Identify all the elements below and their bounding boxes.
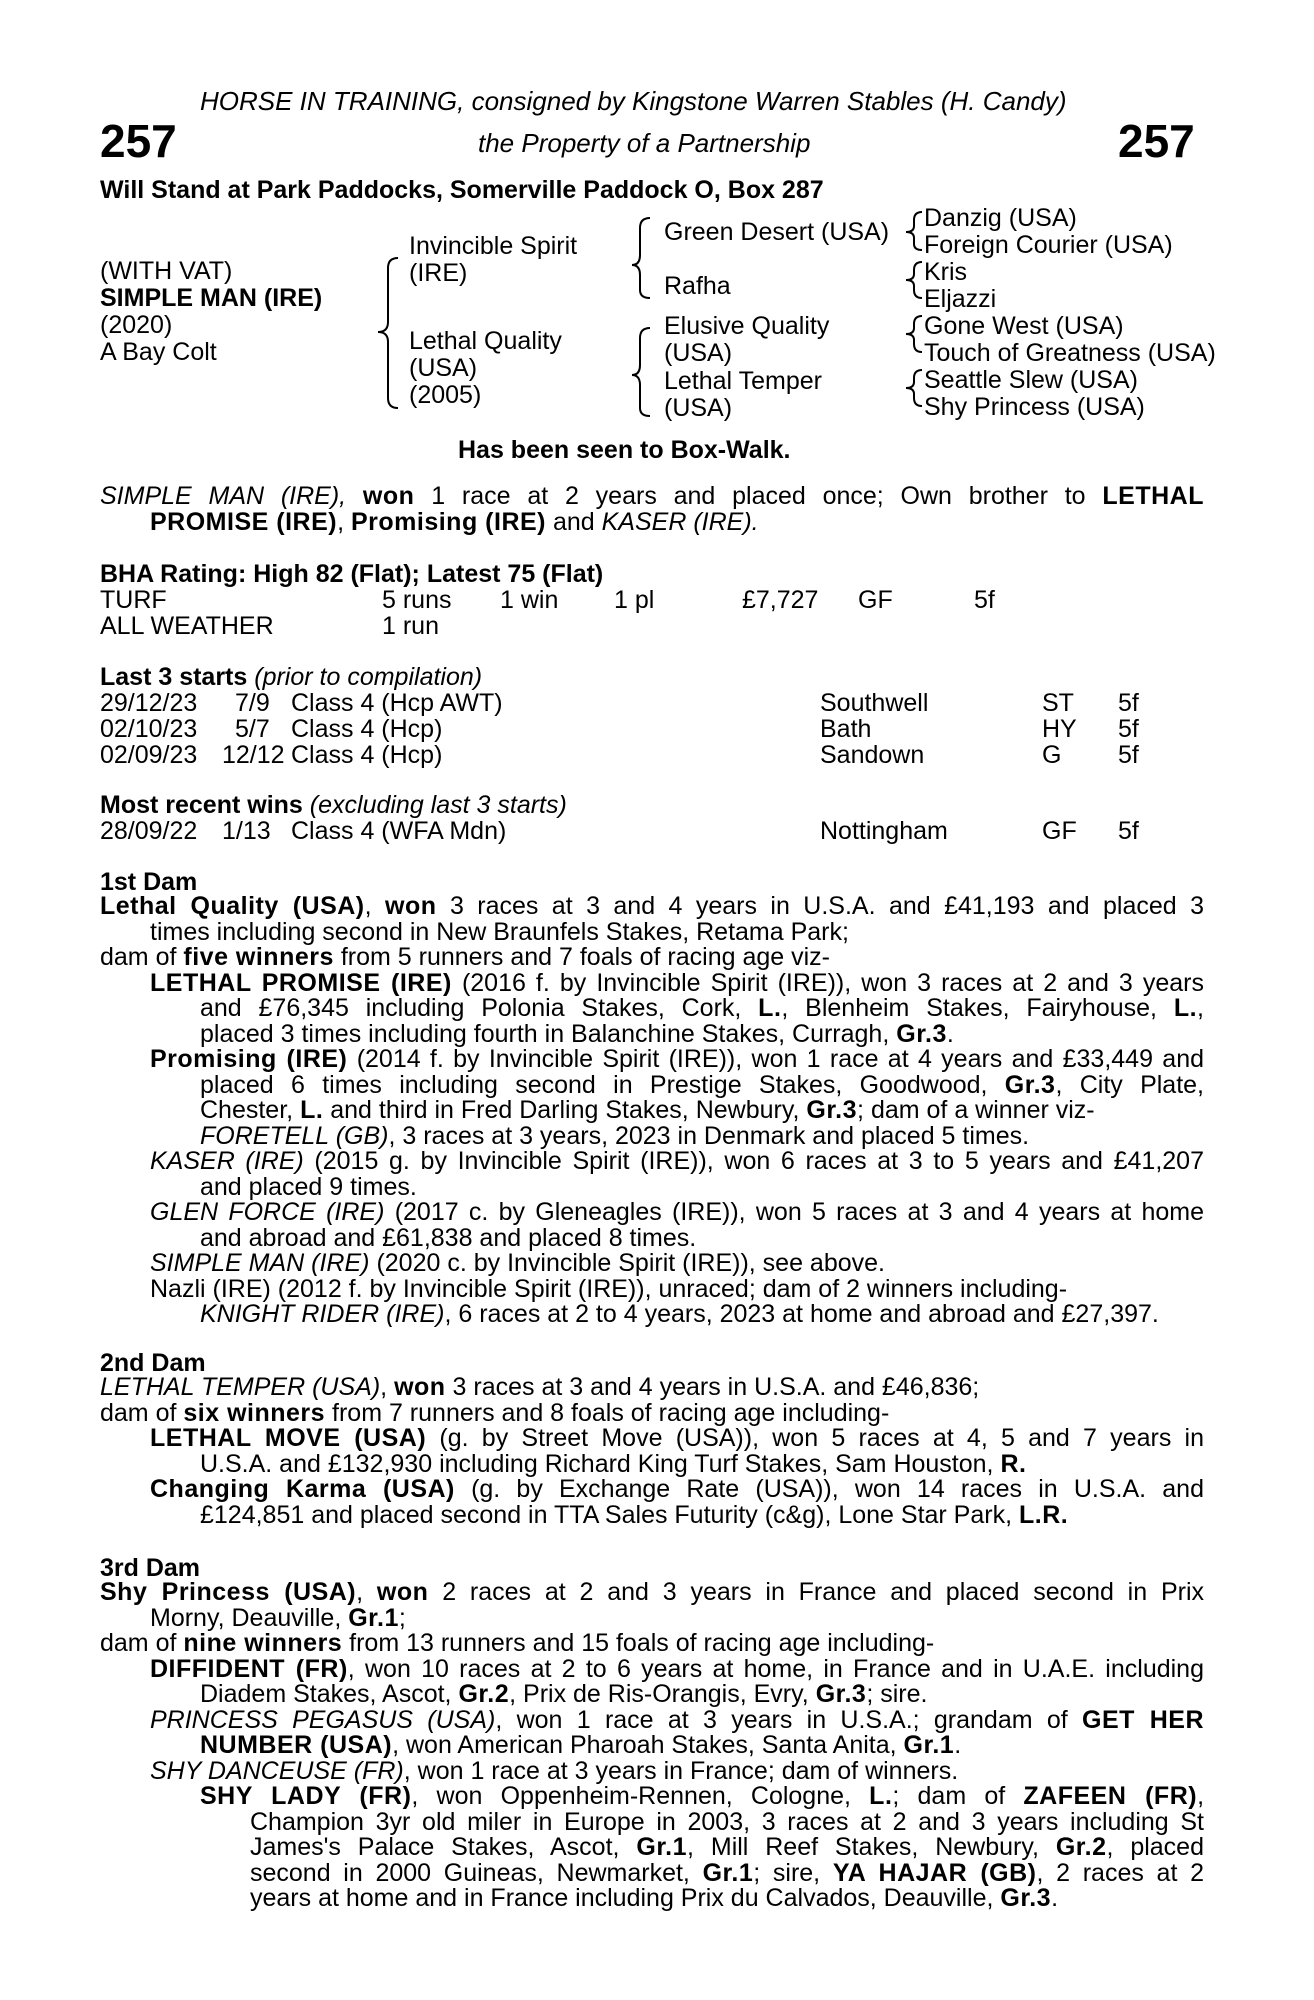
summary-brother-1b: PROMISE (IRE) [150, 507, 338, 536]
recent-wins-heading [100, 792, 567, 818]
dam1-grandfoal-foretell: FORETELL (GB) [200, 1121, 389, 1150]
summary-brother-3: KASER (IRE). [601, 507, 759, 536]
last3-heading [100, 664, 482, 690]
brace-dam [632, 328, 650, 416]
brace-g78 [906, 370, 922, 406]
last3-row-3-date: 02/09/23 [100, 741, 198, 769]
grandsire-3: Gone West (USA) [924, 312, 1124, 340]
dam1-foal-nazli: Nazli (IRE) (2012 f. by Invincible Spirit (IRE)), unraced; dam of 2 winners including- [150, 1274, 1068, 1303]
lot-number-left: 257 [100, 115, 177, 167]
sire-sire: Green Desert (USA) [664, 218, 890, 246]
last3-row-3-race: Class 4 (Hcp) [291, 741, 443, 769]
last3-row-1-course: Southwell [820, 689, 929, 717]
last3-row-3-course: Sandown [820, 741, 925, 769]
rating-turf-runs: 5 runs [382, 586, 452, 614]
grandsire-4: Seattle Slew (USA) [924, 366, 1138, 394]
dam3-body: Shy Princess (USA), won 2 races at 2 and 3 years in France and placed second in Prix Morny, Deauville, Gr.1; dam of nine winners from 13 runners and 15 foals of racing age including- DIFFIDENT (FR), won 10 races at 2 to 6 years at home, in France and in U.A.E. including Diadem Stakes, Ascot, Gr.2, Prix de Ris-Orangis, Evry, Gr.3; sire. PRINCESS PEGASUS (USA), won 1 race at 3 years in U.S.A.; grandam of GET HER NUMBER (USA), won American Pharoah Stakes, Santa Anita, Gr.1. SHY DANCEUSE (FR), won 1 race at 3 years in France; dam of winners. SHY LADY (FR), won Oppenheim-Rennen, Cologne, L.; dam of ZAFEEN (FR), Champion 3yr old miler in Europe in 2003, 3 races at 2 and 3 years including St James's Palace Stakes, Ascot, Gr.1, Mill Reef Stakes, Newbury, Gr.2, placed second in 2000 Guineas, Newmarket, Gr.1; sire, YA HAJAR (GB), 2 races at 2 years at home and in France including Prix du Calvados, Deauville, Gr.3. [100, 1578, 1205, 1912]
summary-comma: , [337, 507, 345, 536]
summary-text: 1 race at 2 years and placed once; Own brother to [431, 482, 1086, 510]
dam3-ya-hajar: YA HAJAR (GB) [832, 1858, 1037, 1887]
summary-paragraph [100, 484, 1204, 535]
last3-row-2-date: 02/10/23 [100, 715, 198, 743]
last3-row-2-going: HY [1042, 715, 1077, 743]
last3-title: Last 3 starts [100, 663, 248, 691]
bha-rating: BHA Rating: High 82 (Flat); Latest 75 (Flat) [100, 560, 604, 588]
recent-win-course: Nottingham [820, 817, 948, 845]
consignment-line: HORSE IN TRAINING, consigned by Kingstone Warren Stables (H. Candy) [200, 86, 1067, 116]
recent-win-race: Class 4 (WFA Mdn) [291, 817, 507, 845]
recent-win-date: 28/09/22 [100, 817, 198, 845]
last3-row-2-course: Bath [820, 715, 872, 743]
rating-turf-wins: 1 win [500, 586, 559, 614]
dam1-foal-kaser: KASER (IRE) [150, 1147, 304, 1175]
dam3-foal-princess-pegasus: PRINCESS PEGASUS (USA) [150, 1705, 496, 1734]
granddam-4: Shy Princess (USA) [924, 393, 1145, 421]
brace-sire [632, 218, 650, 298]
brace-g12 [906, 212, 922, 250]
last3-row-3-dist: 5f [1118, 741, 1139, 769]
grandsire-1: Danzig (USA) [924, 204, 1077, 232]
summary-and: and [552, 507, 595, 536]
rating-turf-placed: 1 pl [614, 586, 655, 614]
summary-horse: SIMPLE MAN (IRE), [100, 482, 347, 510]
last3-row-1-going: ST [1042, 689, 1074, 717]
recent-win-pos: 1/13 [222, 817, 271, 845]
grandsire-2: Kris [924, 258, 968, 286]
dam1-won: won [385, 892, 437, 920]
dam-dam-name: Lethal Temper [664, 367, 822, 395]
dam3-foal-shy-danceuse: SHY DANCEUSE (FR) [150, 1756, 404, 1785]
dam-dam-country: (USA) [664, 394, 733, 422]
dam3-name: Shy Princess (USA) [100, 1578, 357, 1606]
last3-row-1-dist: 5f [1118, 689, 1139, 717]
dam3-foal-diffident: DIFFIDENT (FR) [150, 1654, 348, 1683]
brace-main [378, 258, 398, 408]
horse-year: (2020) [100, 311, 173, 339]
last3-row-3-going: G [1042, 741, 1062, 769]
dam1-foal-simple-man: SIMPLE MAN (IRE) [150, 1249, 370, 1277]
recent-win-dist: 5f [1118, 817, 1139, 845]
last3-row-2-dist: 5f [1118, 715, 1139, 743]
dam1-foal-glen-force: GLEN FORCE (IRE) [150, 1198, 385, 1226]
last3-row-3-pos: 12/12 [222, 741, 285, 769]
dam1-name: Lethal Quality (USA) [100, 892, 365, 920]
granddam-1: Foreign Courier (USA) [924, 231, 1173, 259]
last3-row-1-pos: 7/9 [235, 689, 270, 717]
dam3-heading: 3rd Dam [100, 1554, 201, 1582]
last3-row-1-date: 29/12/23 [100, 689, 198, 717]
rating-aw-runs: 1 run [382, 612, 439, 640]
granddam-3: Touch of Greatness (USA) [924, 339, 1216, 367]
dam1-winners: five winners [183, 943, 334, 971]
rating-turf-dist: 5f [974, 586, 995, 614]
rating-turf-prize: £7,727 [742, 586, 819, 614]
last3-row-2-pos: 5/7 [235, 715, 270, 743]
dam-year: (2005) [409, 381, 482, 409]
dam2-heading: 2nd Dam [100, 1349, 206, 1377]
dam2-foal-changing-karma: Changing Karma (USA) [150, 1475, 455, 1503]
summary-brother-1a: LETHAL [1102, 482, 1204, 510]
recent-wins-title: Most recent wins [100, 791, 303, 819]
dam2-winners: six winners [183, 1398, 326, 1427]
rating-aw-surface: ALL WEATHER [100, 612, 274, 640]
sire-dam: Rafha [664, 272, 731, 300]
dam3-zafeen: ZAFEEN (FR) [1023, 1782, 1198, 1810]
dam2-body: LETHAL TEMPER (USA), won 3 races at 3 and 4 years in U.S.A. and £46,836; dam of six winners from 7 runners and 8 foals of racing age including- LETHAL MOVE (USA) (g. by Street Move (USA)), won 5 races at 4, 5 and 7 years in U.S.A. and £132,930 including Richard King Turf Stakes, Sam Houston, R. Changing Karma (USA) (g. by Exchange Rate (USA)), won 14 races in U.S.A. and £124,851 and placed second in TTA Sales Futurity (c&g), Lone Star Park, L.R. [100, 1373, 1204, 1529]
last3-row-2-race: Class 4 (Hcp) [291, 715, 443, 743]
dam1-foal-promising: Promising (IRE) [150, 1045, 348, 1073]
dam3-grandfoal-shy-lady: SHY LADY (FR) [200, 1782, 412, 1810]
dam-sire-country: (USA) [664, 339, 733, 367]
last3-note: (prior to compilation) [254, 663, 483, 691]
horse-name: SIMPLE MAN (IRE) [100, 284, 323, 312]
dam2-name: LETHAL TEMPER (USA) [100, 1373, 381, 1401]
sire-name: Invincible Spirit [409, 232, 578, 260]
dam1-grandfoal-knight-rider: KNIGHT RIDER (IRE) [200, 1300, 445, 1328]
vat-label: (WITH VAT) [100, 257, 233, 285]
stand-location: Will Stand at Park Paddocks, Somerville Paddock O, Box 287 [100, 176, 824, 204]
dam1-foal-lethal-promise: LETHAL PROMISE (IRE) [150, 968, 452, 997]
property-line: the Property of a Partnership [478, 128, 811, 158]
lot-number-right: 257 [1118, 115, 1195, 167]
brace-g34 [906, 262, 922, 298]
dam1-placed: times including second in New Braunfels Stakes, Retama Park; [150, 917, 849, 946]
dam1-heading: 1st Dam [100, 868, 198, 896]
dam-sire-name: Elusive Quality [664, 312, 830, 340]
summary-won: won [362, 482, 415, 510]
box-walk-note: Has been seen to Box-Walk. [458, 436, 791, 464]
dam2-foal-lethal-move: LETHAL MOVE (USA) [150, 1424, 427, 1452]
dam-name: Lethal Quality [409, 327, 562, 355]
dam-country: (USA) [409, 354, 478, 382]
brace-g56 [906, 316, 922, 352]
granddam-2: Eljazzi [924, 285, 997, 313]
recent-wins-note: (excluding last 3 starts) [309, 791, 567, 819]
dam3-winners: nine winners [183, 1629, 343, 1657]
rating-turf-going: GF [858, 586, 893, 614]
sire-country: (IRE) [409, 259, 468, 287]
dam1-body: Lethal Quality (USA), won 3 races at 3 and 4 years in U.S.A. and £41,193 and placed 3 times including second in New Braunfels Stakes, Retama Park; dam of five winners from 5 runners and 7 foals of racing age viz- LETHAL PROMISE (IRE) (2016 f. by Invincible Spirit (IRE)), won 3 races at 2 and 3 years and £76,345 including Polonia Stakes, Cork, L., Blenheim Stakes, Fairyhouse, L., placed 3 times including fourth in Balanchine Stakes, Curragh, Gr.3. Promising (IRE) (2014 f. by Invincible Spirit (IRE)), won 1 race at 4 years and £33,449 and placed 6 times including second in Prestige Stakes, Goodwood, Gr.3, City Plate, Chester, L. and third in Fred Darling Stakes, Newbury, Gr.3; dam of a winner viz- FORETELL (GB), 3 races at 3 years, 2023 in Denmark and placed 5 times. KASER (IRE) (2015 g. by Invincible Spirit (IRE)), won 6 races at 3 to 5 years and £41,207 and placed 9 times. GLEN FORCE (IRE) (2017 c. by Gleneagles (IRE)), won 5 races at 3 and 4 years at home and abroad and £61,838 and placed 8 times. SIMPLE MAN (IRE) (2020 c. by Invincible Spirit (IRE)), see above. Nazli (IRE) (2012 f. by Invincible Spirit (IRE)), unraced; dam of 2 winners including- KNIGHT RIDER (IRE), 6 races at 2 to 4 years, 2023 at home and abroad and £27,397. [100, 892, 1205, 1328]
last3-row-1-race: Class 4 (Hcp AWT) [291, 689, 503, 717]
rating-turf-surface: TURF [100, 586, 167, 614]
summary-brother-2: Promising (IRE) [350, 507, 546, 536]
recent-win-going: GF [1042, 817, 1077, 845]
horse-description: A Bay Colt [100, 338, 217, 366]
